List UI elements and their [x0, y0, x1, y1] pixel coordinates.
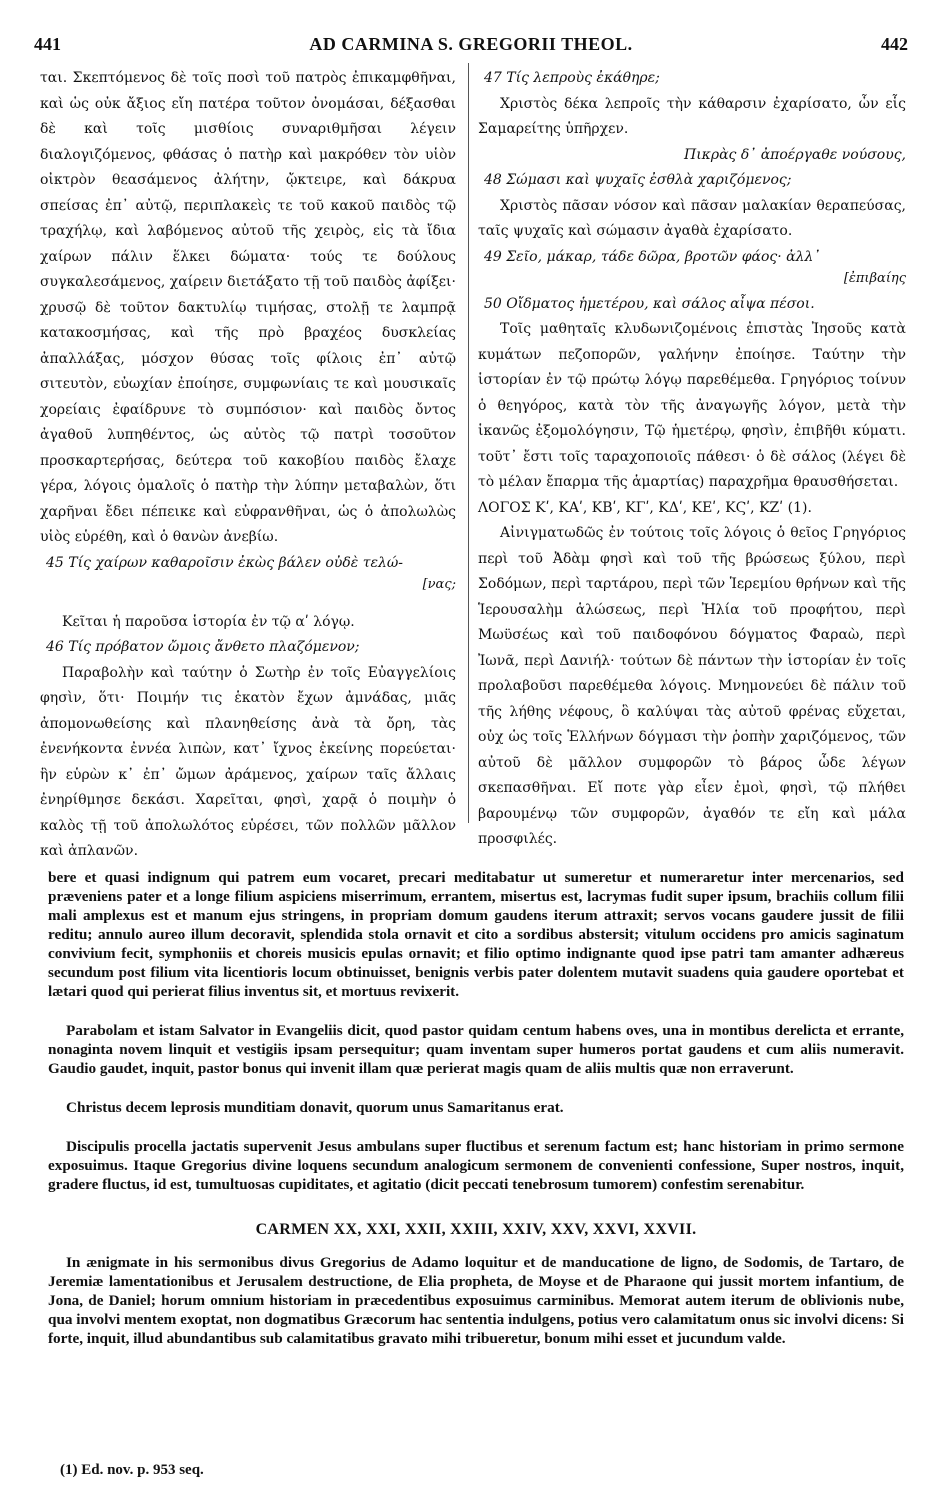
page-number-left: 441 — [34, 34, 61, 54]
greek-column-right — [478, 66, 906, 853]
page-header — [30, 34, 912, 58]
verse-47: 47 Τίς λεπροὺς ἐκάθηρε; — [484, 70, 660, 86]
verse-46: 46 Τίς πρόβατον ὤμοις ἄνθετο πλαζόμενον; — [46, 639, 360, 655]
verse-49: 49 Σεῖο, μάκαρ, τάδε δῶρα, βροτῶν φάος· ἀλλ᾽ — [484, 248, 821, 265]
section-heading-greek: ΛΟΓΟΣ Κʹ, ΚΑʹ, ΚΒʹ, ΚΓʹ, ΚΔʹ, ΚΕʹ, ΚϚʹ, ΚΖʹ (1). — [478, 499, 812, 516]
greek-paragraph: Παραβολὴν καὶ ταύτην ὁ Σωτὴρ ἐν τοῖς Εὐαγγελίοις φησὶν, ὅτι· Ποιμήν τις ἑκατὸν ἔχων ἀμνάδας, μιᾶς ἀπομονωθείσης καὶ πλανηθείσης ἀνὰ τὰ ὄρη, τὰς ἐνενήκοντα ἐννέα λιπὼν, κατ᾽ ἴχνος ἐκείνης πορεύεται· ἣν εὑρὼν κ᾽ ἐπ᾽ ὤμων ἀράμενος, χαίρων ταῖς ἄλλαις ἐνηρίθμησε δεκάσι. Χαρεῖται, φησὶ, χαρᾷ ὁ ποιμὴν ὁ καλὸς τῇ τοῦ ἀπολωλότος εὑρέσει, τῶν πολλῶν μᾶλλον καὶ ἀπλανῶν. — [40, 664, 456, 859]
latin-translation — [48, 868, 904, 1348]
verse-45-continuation: [νας; — [422, 577, 456, 592]
verse-45: 45 Τίς χαίρων καθαροῖσιν ἐκὼς βάλεν οὐδὲ τελώ- — [46, 554, 403, 571]
footnote: (1) Ed. nov. p. 953 seq. — [60, 1462, 204, 1478]
latin-paragraph: bere et quasi indignum qui patrem eum vocaret, precari meditabatur ut sumeretur et numeraretur inter mercenarios, sed præveniens pater et a longe filium aspiciens miserrimum, errantem, misertus est, lacrymas fudit super ipsum, brachiis collum filii mali amplexus est et manum ejus stringens, in propriam domum gaudens iterum attraxit; servos vocans gaudere jussit de filii reditu; annulo aureo illum decoravit, splendida stola ornavit et cito a sordibus abstersit; vitulum occidens pro amicis saginatum convivium fecit, symphoniis et choreis musicis epulas ornavit; et filio optimo indignante quod ipse patri tam amanter adhæreus secundum post filium vita licentioris locum obtinuisset, benignis verbis pater dolentem mutavit suadens quia gaudere oportebat et lætari quod qui perierat filius inventus sit, et mortuus revixerit. — [48, 869, 904, 1000]
latin-paragraph: Parabolam et istam Salvator in Evangeliis dicit, quod pastor quidam centum habens oves, una in montibus derelicta et errante, nonaginta novem linquit et vestigiis ipsam persequitur; quam inventam super humeros portat gaudens et cum aliis numeravit. Gaudio gaudet, inquit, pastor bonus qui invenit illam quæ perierat magis quam de aliis multis quæ non erraverunt. — [48, 1022, 904, 1077]
greek-paragraph: Χριστὸς δέκα λεπροῖς τὴν κάθαρσιν ἐχαρίσατο, ὧν εἷς Σαμαρείτης ὑπῆρχεν. — [478, 95, 906, 137]
latin-paragraph: Christus decem leprosis munditiam donavit, quorum unus Samaritanus erat. — [66, 1099, 564, 1116]
greek-paragraph: ται. Σκεπτόμενος δὲ τοῖς ποσὶ τοῦ πατρὸς ἐπικαμφθῆναι, καὶ ὡς οὐκ ἄξιος εἴη πατέρα τοῦτον ὀνομάσαι, δέξασθαι δὲ καὶ τοῖς μισθίοις συναριθμῆσαι λέγειν διαλογιζόμενος, φθάσας ὁ πατὴρ καὶ μακρόθεν τὸν υἱὸν οἰκτρὸν θεασάμενος ἀλήτην, ᾤκτειρε, καὶ δάκρυα σπείσας ἐπ᾽ αὐτῷ, περιπλακεὶς τε τοῦ κακοῦ παιδὸς τῷ τραχήλῳ, καὶ λαβόμενος αὐτοῦ τῆς χειρὸς, εἰς τὰ ἴδια χαίρων πάλιν ἕλκει δώματα· τούς τε δούλους συγκαλεσάμενος, χαίρειν διετάξατο τῇ τοῦ παιδὸς ἀφίξει· χρυσῷ δὲ τοῦτον δακτυλίῳ τιμήσας, στολῇ τε λαμπρᾷ κατακοσμήσας, καὶ τῆς πρὸ βραχέος δυσκλείας ἀπαλλάξας, μόσχον θύσας τοῖς φίλοις ἐπ᾽ αὐτῷ σιτευτὸν, εὐωχίαν ἐποίησε, συμφωνίαις τε καὶ μουσικαῖς χορείαις ἐφαίδρυνε τὸ συμπόσιον· καὶ παιδὸς ὄντος ἀγαθοῦ λυπηθέντος, ὡς αὐτὸς τῷ πατρὶ τοσοῦτον προσκαρτερήσας, δεύτερα τοῦ κακοβίου παιδὸς ἔλαχε γέρα, λόγοις ὁμαλοῖς ὁ πατὴρ τὴν λύπην μεταβαλὼν, ὅτι χαρῆναι ἔδει πέπεικε καὶ εὐφρανθῆναι, ὡς ὁ ἀπολωλὼς υἱὸς εὑρέθη, καὶ ὁ θανὼν ἀνεβίω. — [40, 70, 456, 545]
latin-paragraph: In ænigmate in his sermonibus divus Gregorius de Adamo loquitur et de manducatione de ligno, de Sodomis, de Tartaro, de Jeremiæ lamentationibus et Jerusalem destructione, de Elia propheta, de Moyse et de Pharaone qui jussit mortem infantium, de Jona, de Daniel; horum omnium historiam in præcedentibus exposuimus carminibus. Memorat autem iterum de oblivionis nube, qua involvi mentem exoptat, non dogmatibus Græcorum hac sententia indulgens, potius vero calamitatum onus sic involvi dicens: Si forte, inquit, illud abundantibus sub calamitatibus gravato mihi tribueretur, bonum mihi esset et jucundum valde. — [48, 1254, 904, 1347]
verse-47b: Πικρὰς δ᾽ ἀποέργαθε νούσους, — [683, 146, 906, 163]
greek-column-left — [40, 66, 456, 865]
greek-paragraph: Κεῖται ἡ παροῦσα ἱστορία ἐν τῷ αʹ λόγῳ. — [62, 613, 355, 630]
latin-paragraph: Discipulis procella jactatis supervenit Jesus ambulans super fluctibus et serenum factum est; hanc historiam in primo sermone exposuimus. Itaque Gregorius divine loquens secundum analogicum sermonem de convenienti confessione, Super nostros, inquit, gradere fluctus, id est, tumultuosas cupiditates, et agitatio (dicit peccati tenebrosum tumorem) confestim serenabitur. — [48, 1138, 904, 1193]
section-heading-latin: CARMEN XX, XXI, XXII, XXIII, XXIV, XXV, XXVI, XXVII. — [255, 1221, 697, 1238]
greek-paragraph: Τοῖς μαθηταῖς κλυδωνιζομένοις ἐπιστὰς Ἰησοῦς κατὰ κυμάτων πεζοπορῶν, γαλήνην ἐποίησε. Ταύτην τὴν ἱστορίαν ἐν τῷ πρώτῳ λόγῳ παρεθέμεθα. Γρηγόριος τοίνυν ὁ θεηγόρος, κατὰ τὸν τῆς ἀναγωγῆς λόγον, μετὰ τὴν ἱκανῶς ἐξομολόγησιν, Τῷ ἡμετέρῳ, φησὶν, ἐπιβῆθι κύματι. τοῦτ᾽ ἔστι τοῖς ταραχοποιοῖς πάθεσι· ὁ δὲ σάλος (λέγει δὲ τὸ μέλαν ἔπαρμα τῆς ἁμαρτίας) παραχρῆμα θραυσθήσεται. — [478, 321, 906, 490]
verse-48: 48 Σώμασι καὶ ψυχαῖς ἐσθλὰ χαριζόμενος; — [484, 172, 792, 188]
greek-paragraph: Αἰνιγματωδῶς ἐν τούτοις τοῖς λόγοις ὁ θεῖος Γρηγόριος περὶ τοῦ Ἀδὰμ φησὶ καὶ τοῦ τῆς βρώσεως ξύλου, περὶ Σοδόμων, περὶ ταρτάρου, περὶ τῶν Ἱερεμίου θρήνων καὶ τῆς Ἱερουσαλὴμ ἁλώσεως, περὶ Ἠλία τοῦ προφήτου, περὶ Μωϋσέως καὶ τοῦ παιδοφόνου δόγματος Φαραὼ, περὶ Ἰωνᾶ, περὶ Δανιήλ· τούτων δὲ πάντων τὴν ἱστορίαν ἐν τοῖς προλαβοῦσι παρεθέμεθα λόγοις. Μνημονεύει δὲ πάλιν τοῦ τῆς λήθης νέφους, ὃ καλύψαι τὰς αὐτοῦ φρένας εὔχεται, οὐχ ὡς τοῖς Ἑλλήνων δόγμασι τὴν ῥοπὴν χαριζόμενος, τῶν αὐτοῦ δὲ μᾶλλον συμφορῶν τὸ βάρος ὧδε λέγων σκεπασθῆναι. Εἴ ποτε γὰρ εἶεν ἐμοὶ, φησὶ, τῷ πλήθει βαρουμένῳ τῶν συμφορῶν, ἀγαθόν τε εἴη καὶ μάλα προσφιλές. — [478, 525, 906, 847]
running-title: AD CARMINA S. GREGORII THEOL. — [309, 34, 633, 54]
greek-paragraph: Χριστὸς πᾶσαν νόσον καὶ πᾶσαν μαλακίαν θεραπεύσας, ταῖς ψυχαῖς καὶ σώμασιν ἀγαθὰ ἐχαρίσατο. — [478, 197, 906, 239]
page-number-right: 442 — [881, 34, 908, 54]
column-divider — [468, 63, 469, 823]
verse-49-continuation: [ἐπιβαίης — [843, 271, 906, 286]
verse-50: 50 Οἴδματος ἡμετέρου, καὶ σάλος αἶψα πέσοι. — [484, 295, 815, 312]
